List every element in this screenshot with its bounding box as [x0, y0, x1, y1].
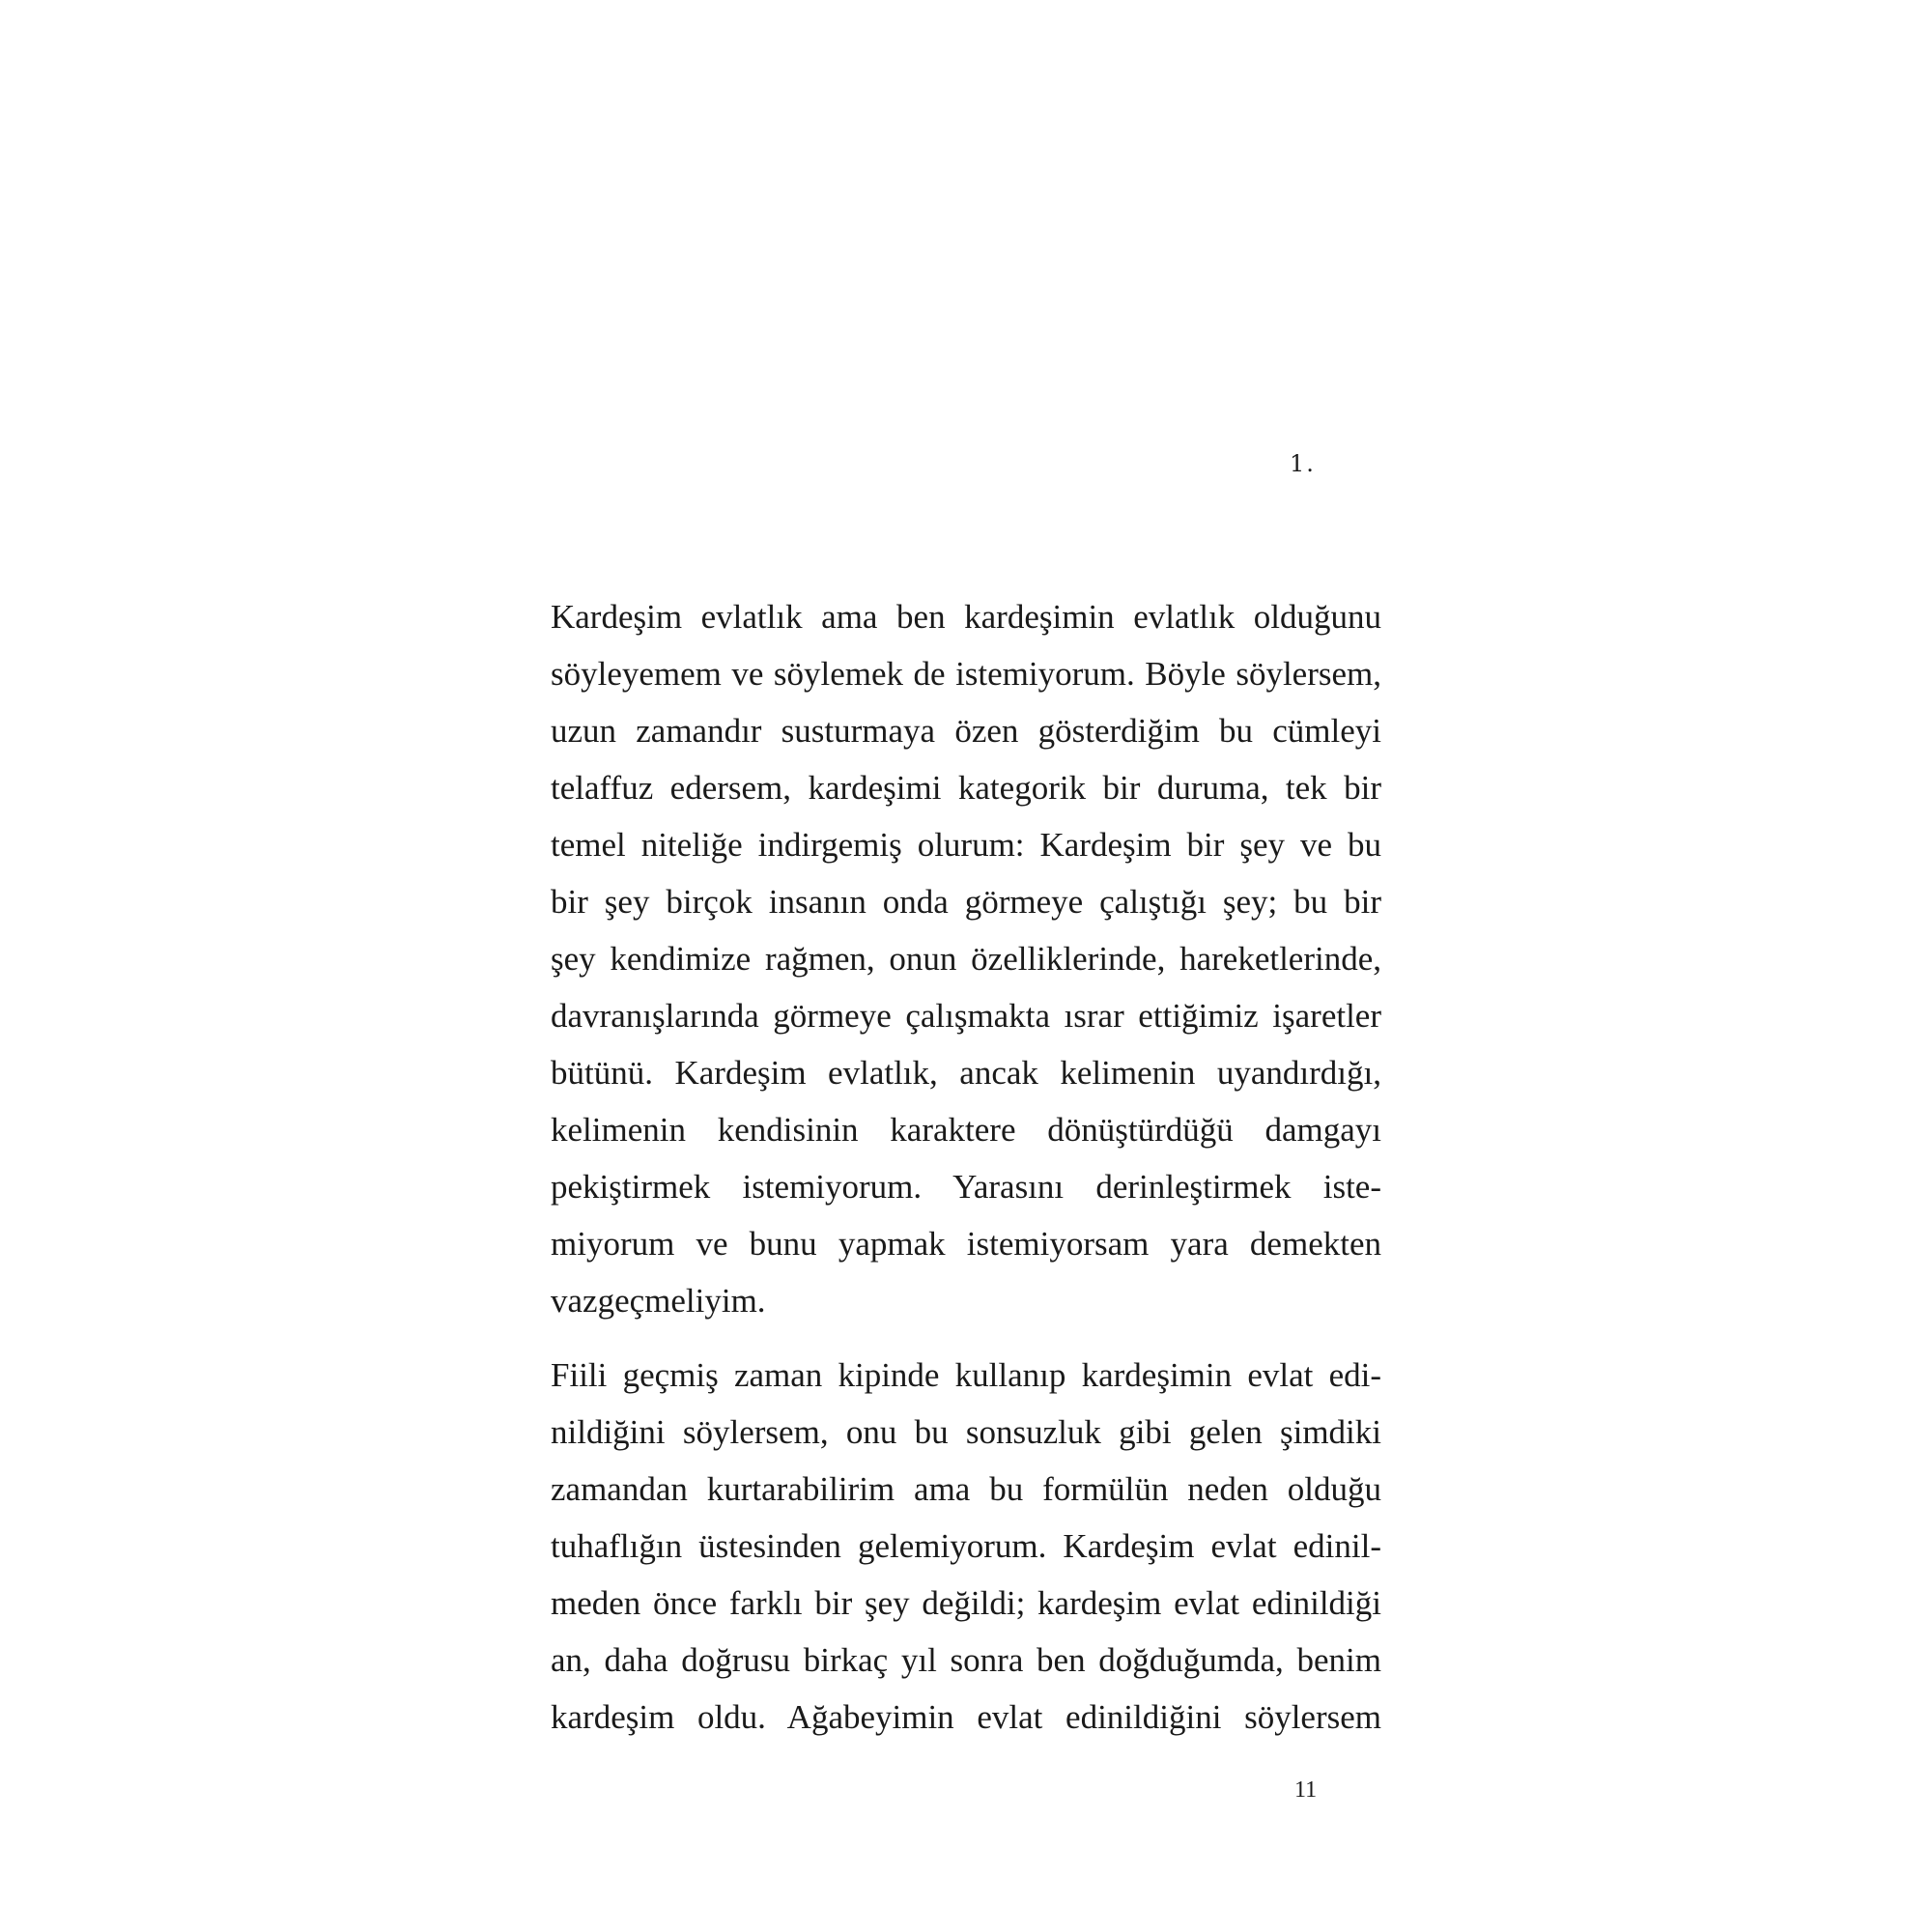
text-line: meden önce farklı bir şey değildi; kardeşim evlat edinildiği	[551, 1584, 1381, 1622]
text-line: söyleyemem ve söylemek de istemiyorum. Böyle söylersem,	[551, 655, 1381, 693]
chapter-number: 1.	[1290, 450, 1316, 477]
text-line: miyorum ve bunu yapmak istemiyorsam yara demekten	[551, 1225, 1381, 1263]
body-text	[551, 588, 1381, 1763]
text-line: kelimenin kendisinin karaktere dönüştürdüğü damgayı	[551, 1111, 1381, 1149]
page-number: 11	[1294, 1777, 1318, 1803]
text-line: kardeşim oldu. Ağabeyimin evlat edinildiğini söylersem	[551, 1698, 1381, 1736]
text-line: bütünü. Kardeşim evlatlık, ancak kelimenin uyandırdığı,	[551, 1054, 1381, 1092]
text-line: Fiili geçmiş zaman kipinde kullanıp kardeşimin evlat edi-	[551, 1356, 1381, 1394]
paragraph-1	[551, 588, 1381, 1329]
text-line: şey kendimize rağmen, onun özelliklerinde, hareketlerinde,	[551, 940, 1381, 978]
text-line: nildiğini söylersem, onu bu sonsuzluk gibi gelen şimdiki	[551, 1413, 1381, 1451]
text-line: tuhaflığın üstesinden gelemiyorum. Kardeşim evlat edinil-	[551, 1527, 1381, 1565]
text-line: Kardeşim evlatlık ama ben kardeşimin evlatlık olduğunu	[551, 598, 1381, 636]
text-line: davranışlarında görmeye çalışmakta ısrar ettiğimiz işaretler	[551, 997, 1381, 1035]
text-line: bir şey birçok insanın onda görmeye çalıştığı şey; bu bir	[551, 883, 1381, 921]
text-line: vazgeçmeliyim.	[551, 1282, 766, 1320]
text-line: zamandan kurtarabilirim ama bu formülün neden olduğu	[551, 1470, 1381, 1508]
text-line: uzun zamandır susturmaya özen gösterdiğim bu cümleyi	[551, 712, 1381, 750]
text-line: temel niteliğe indirgemiş olurum: Kardeşim bir şey ve bu	[551, 826, 1381, 864]
text-line: an, daha doğrusu birkaç yıl sonra ben doğduğumda, benim	[551, 1641, 1381, 1679]
paragraph-2	[551, 1347, 1381, 1746]
text-line: pekiştirmek istemiyorum. Yarasını derinleştirmek iste-	[551, 1168, 1381, 1206]
text-line: telaffuz edersem, kardeşimi kategorik bir duruma, tek bir	[551, 769, 1381, 807]
